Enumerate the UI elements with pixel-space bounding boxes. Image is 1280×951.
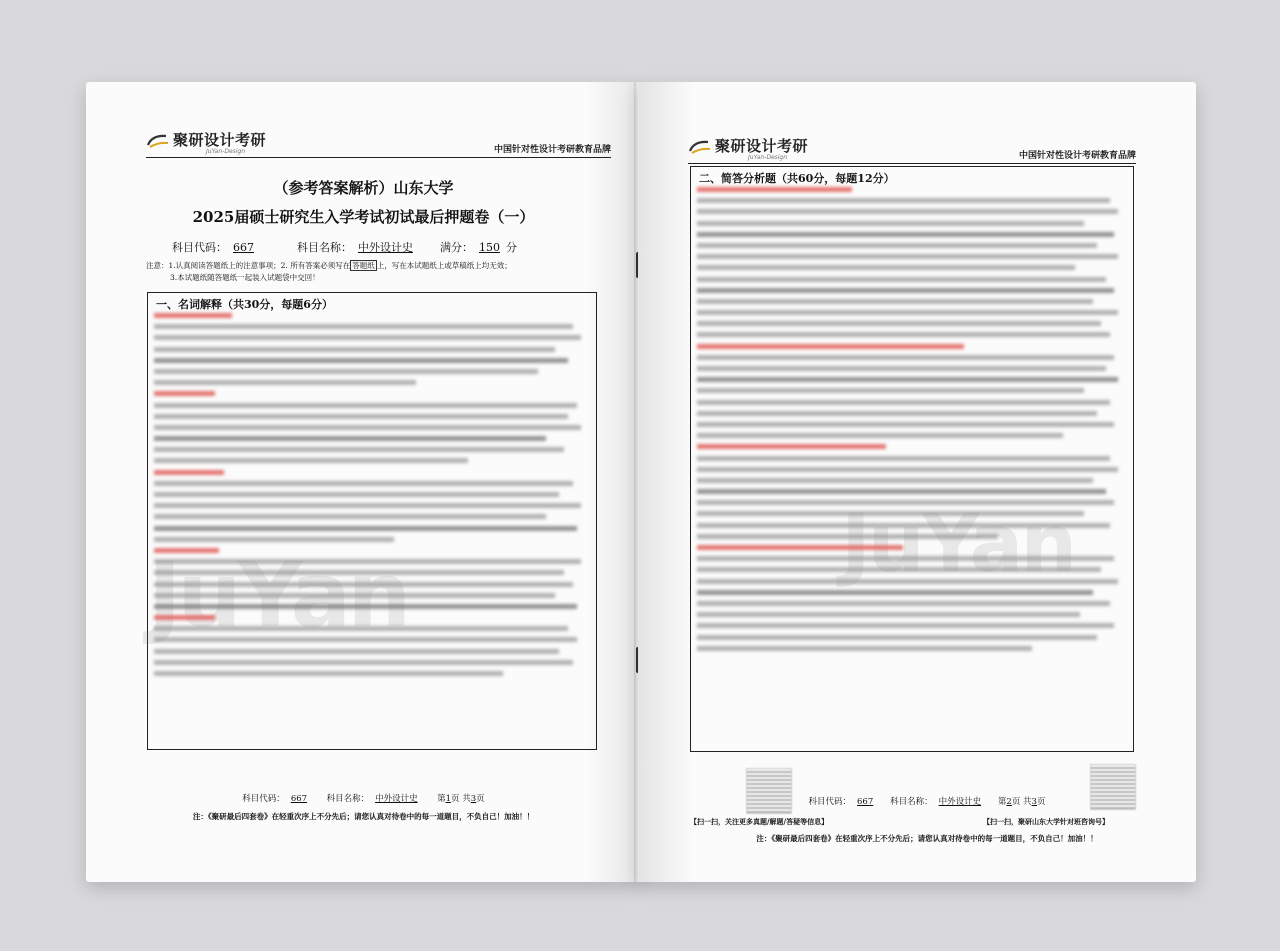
- note-line-1-b: 上，写在本试题纸上或草稿纸上均无效；: [376, 261, 512, 270]
- section-1-box: [147, 292, 597, 750]
- left-logo-text: 聚研设计考研: [173, 131, 267, 149]
- footer-name-value: 中外设计史: [375, 794, 418, 804]
- footer-code-label: 科目代码：: [808, 797, 852, 807]
- full-score-unit: 分: [506, 241, 517, 254]
- subject-name-value: 中外设计史: [358, 241, 413, 254]
- section-1-title: 一、名词解释（共30分，每题6分）: [156, 298, 333, 311]
- right-brand-slogan: 中国针对性设计考研教育品牌: [1018, 151, 1136, 161]
- footer-page-b: 页 共: [1011, 797, 1032, 807]
- left-logo-subtitle: JuYan-Design: [206, 148, 246, 155]
- footer-code-label: 科目代码：: [242, 794, 285, 804]
- scan-caption-left: 【扫一扫，关注更多真题/解题/答疑等信息】: [690, 817, 829, 826]
- full-score-value: 150: [479, 241, 500, 254]
- scan-caption-right: 【扫一扫，聚研山东大学针对班咨询号】: [983, 817, 1109, 826]
- section-2-box: [690, 166, 1134, 752]
- footer-page-a: 第: [997, 797, 1007, 807]
- right-logo-subtitle: JuYan-Design: [748, 154, 788, 161]
- juyan-logo-icon: [688, 139, 712, 155]
- footer-page-b: 页 共: [451, 794, 471, 804]
- footer-name-label: 科目名称：: [326, 794, 370, 804]
- subject-name-label: 科目名称：: [297, 241, 352, 254]
- footer-name-value: 中外设计史: [938, 797, 982, 807]
- note-line-1-a: 注意：1.认真阅读答题纸上的注意事项；2. 所有答案必须写在: [146, 261, 351, 270]
- right-page: [638, 82, 1196, 882]
- watermark-logo: JuYan: [841, 497, 1075, 590]
- footer-page-number: 1: [445, 794, 452, 804]
- left-footer-note: 注：《聚研最后四套卷》在轻重次序上不分先后；请您认真对待卷中的每一道题目，不负自己！加油！！: [192, 812, 535, 821]
- open-booklet: [86, 82, 1196, 882]
- footer-name-label: 科目名称：: [890, 797, 933, 807]
- right-logo: [688, 138, 808, 155]
- footer-page-c: 页: [1036, 797, 1046, 807]
- footer-page-a: 第: [437, 794, 446, 804]
- full-score-label: 满分：: [440, 241, 473, 254]
- footer-page-total: 3: [470, 794, 477, 804]
- title-line-1: （参考答案解析）山东大学: [273, 179, 454, 197]
- right-footer-meta: [638, 795, 1196, 807]
- footer-page-c: 页: [476, 794, 485, 804]
- note-line-1: [146, 260, 616, 272]
- right-logo-text: 聚研设计考研: [715, 137, 809, 155]
- blurred-answers-section-1: [154, 313, 590, 682]
- subject-code-label: 科目代码：: [172, 241, 227, 254]
- left-page: [86, 82, 641, 882]
- note-line-2: 3.本试题纸随答题纸一起装入试题袋中交回！: [170, 273, 320, 282]
- right-footer-note: 注：《聚研最后四套卷》在轻重次序上不分先后；请您认真对待卷中的每一道题目，不负自己！加油！！: [756, 834, 1098, 843]
- answer-sheet-box: 答题纸: [352, 261, 375, 270]
- subject-code-value: 667: [233, 241, 254, 254]
- left-logo: [146, 132, 266, 149]
- title-line-2: 2025届硕士研究生入学考试初试最后押题卷（一）: [192, 208, 535, 226]
- right-page-header: [688, 138, 1136, 164]
- exam-notes: [146, 260, 616, 284]
- left-page-header: [146, 132, 611, 158]
- footer-page-total: 3: [1031, 797, 1037, 807]
- footer-code-value: 667: [857, 797, 874, 807]
- exam-meta: [172, 239, 517, 255]
- juyan-logo-icon: [146, 133, 170, 149]
- left-brand-slogan: 中国针对性设计考研教育品牌: [493, 145, 611, 155]
- blurred-answers-section-2: [697, 187, 1127, 657]
- qr-code-left: [746, 768, 792, 814]
- section-2-title: 二、简答分析题（共60分，每题12分）: [699, 172, 895, 185]
- footer-code-value: 667: [290, 794, 308, 804]
- left-footer-meta: [86, 792, 641, 804]
- footer-page-number: 2: [1006, 797, 1012, 807]
